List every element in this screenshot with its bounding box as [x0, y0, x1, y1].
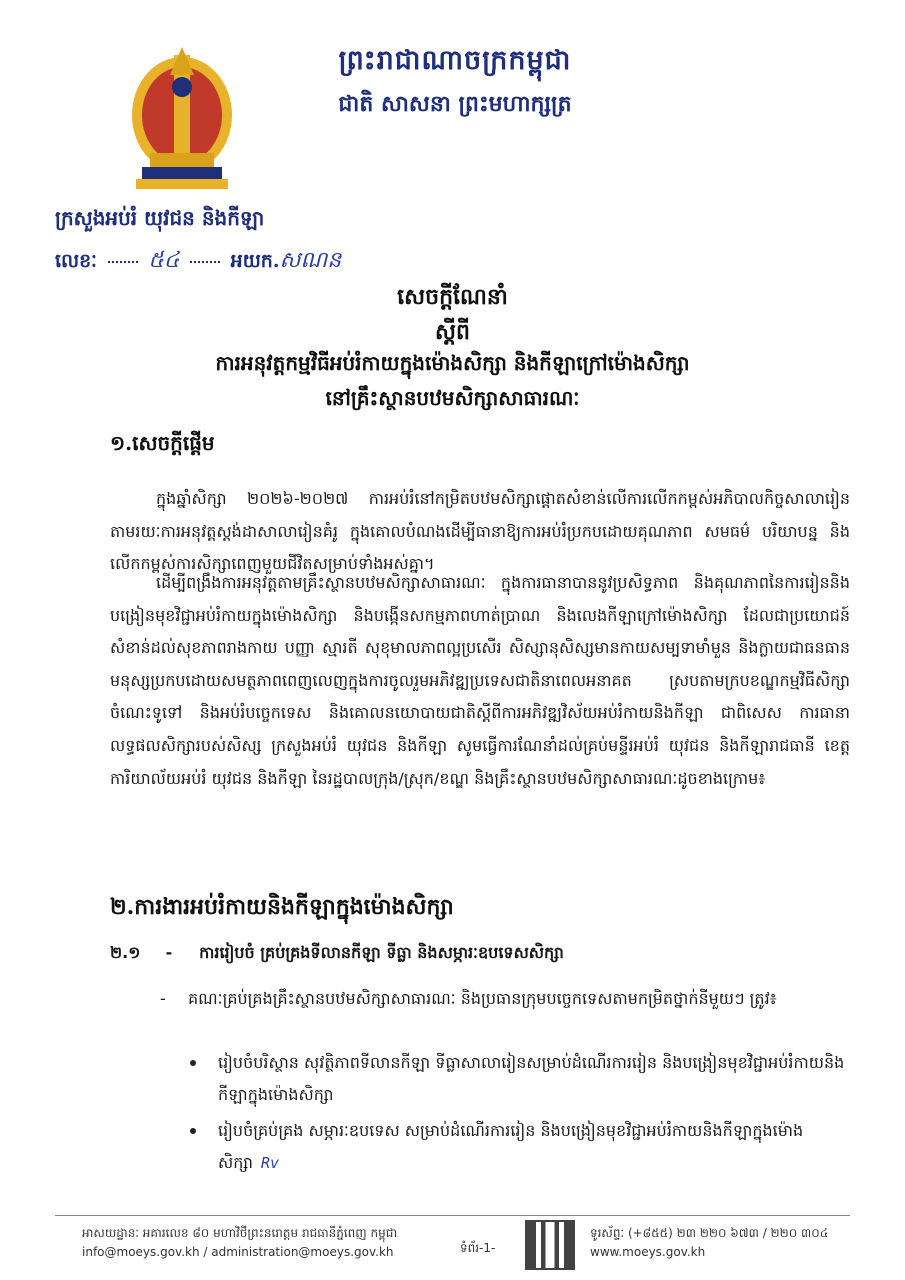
handwritten-initial: Rv: [261, 1154, 280, 1172]
reference-line: [55, 246, 341, 278]
ministry-name: ក្រសួងអប់រំ យុវជន និងកីឡា: [55, 206, 265, 230]
footer-email: info@moeys.gov.kh / administration@moeys.gov.kh: [82, 1245, 394, 1259]
document-title: សេចក្តីណែនាំ: [397, 284, 508, 310]
ref-number: ៥៤: [148, 248, 180, 273]
qr-code-icon: [525, 1220, 575, 1270]
bullet-dot-icon: [190, 1060, 196, 1066]
ref-label: លេខៈ: [55, 250, 97, 272]
dotted-leader: [108, 261, 138, 263]
ref-code: សណន: [279, 248, 342, 273]
footer-phone: ទូរស័ព្ទៈ (+៨៥៥) ២៣ ២២០ ៦៧៣ / ២២០ ៣០៤: [590, 1226, 829, 1240]
footer-website: www.moeys.gov.kh: [590, 1245, 706, 1259]
ministry-emblem: [128, 45, 236, 195]
subsection-title: ការរៀបចំ គ្រប់គ្រងទីលានកីឡា ទីធ្លា និងសម្ភារៈឧបទេសសិក្សា: [199, 943, 564, 962]
national-motto: ជាតិ សាសនា ព្រះមហាក្សត្រ: [338, 91, 572, 117]
subsection-2-1: [110, 942, 564, 966]
dotted-leader: [190, 261, 220, 263]
subsection-number: ២.១: [110, 943, 141, 962]
dash-item-text: គណៈគ្រប់គ្រងគ្រឹះស្ថានបឋមសិក្សាសាធារណៈ និងប្រធានក្រុមបច្ចេកទេសតាមកម្រិតថ្នាក់នីមួយៗ ត្រូវ៖: [188, 989, 777, 1008]
paragraph-2: ដើម្បីពង្រឹងការអនុវត្តតាមគ្រឹះស្ថានបឋមសិក្សាសាធារណៈ ក្នុងការធានាបាននូវប្រសិទ្ធភាព និងគុណភាពនៃការរៀននិងបង្រៀនមុខវិជ្ជាអប់រំកាយក្នុងម៉ោងសិក្សា និងបង្កើនសកម្មភាពហាត់ប្រាណ និងលេងកីឡាក្រៅម៉ោងសិក្សា ដែលជាប្រយោជន៍សំខាន់ដល់សុខភាពរាងកាយ បញ្ញា ស្មារតី សុខុមាលភាពល្អប្រសើរ សិស្សានុសិស្សមានកាយសម្បទាមាំមួន និងក្លាយជាធនធានមនុស្សប្រកបដោយសមត្ថភាពពេញលេញក្នុងការចូលរួមអភិវឌ្ឍប្រទេសជាតិនាពេលអនាគត ស្របតាមក្របខណ្ឌកម្មវិធីសិក្សាចំណេះទូទៅ និងអប់រំបច្ចេកទេស និងគោលនយោបាយជាតិស្តីពីការអភិវឌ្ឍវិស័យអប់រំកាយនិងកីឡា ជាពិសេស ការធានាលទ្ធផលសិក្សារបស់សិស្ស ក្រសួងអប់រំ យុវជន និងកីឡា សូមធ្វើការណែនាំដល់គ្រប់មន្ទីរអប់រំ យុវជន និងកីឡារាជធានី ខេត្ត ការិយាល័យអប់រំ យុវជន និងកីឡា នៃរដ្ឋបាលក្រុង/ស្រុក/ខណ្ឌ និងគ្រឹះស្ថានបឋមសិក្សាសាធារណៈដូចខាងក្រោម៖: [110, 573, 850, 788]
dash-marker: -: [160, 989, 166, 1008]
title-about: ស្តីពី: [435, 319, 470, 345]
kingdom-title: ព្រះរាជាណាចក្រកម្ពុជា: [338, 45, 572, 76]
section-2-heading: ២.ការងារអប់រំកាយនិងកីឡាក្នុងម៉ោងសិក្សា: [110, 894, 454, 920]
bullet-text: រៀបចំបរិស្ថាន សុវត្ថិភាពទីលានកីឡា ទីធ្លាសាលារៀនសម្រាប់ដំណើរការរៀន និងបង្រៀនមុខវិជ្ជាអប់រំកាយនិងកីឡាក្នុងម៉ោងសិក្សា: [218, 1053, 845, 1104]
bullet-text-content: រៀបចំគ្រប់គ្រង សម្ភារៈឧបទេស សម្រាប់ដំណើរការរៀន និងបង្រៀនមុខវិជ្ជាអប់រំកាយនិងកីឡាក្នុងម៉ោងសិក្សា: [218, 1121, 804, 1172]
bullet-item: [190, 1047, 850, 1111]
title-subject: ការអនុវត្តកម្មវិធីអប់រំកាយក្នុងម៉ោងសិក្សា និងកីឡាក្រៅម៉ោងសិក្សា: [215, 351, 690, 375]
dash-item: [160, 983, 850, 1015]
ref-suffix: អយក.: [230, 250, 280, 272]
bullet-text: [218, 1115, 850, 1179]
section-1-heading: ១.សេចក្តីផ្តើម: [110, 431, 215, 455]
bullet-item: [190, 1115, 850, 1179]
bullet-dot-icon: [190, 1128, 196, 1134]
footer-divider: [55, 1215, 850, 1216]
paragraph-1: ក្នុងឆ្នាំសិក្សា ២០២៦-២០២៧ ការអប់រំនៅកម្រិតបឋមសិក្សាផ្តោតសំខាន់លើការលើកកម្ពស់អភិបាលកិច្ចសាលារៀន តាមរយៈការអនុវត្តស្តង់ដាសាលារៀនគំរូ ក្នុងគោលបំណងដើម្បីធានាឱ្យការអប់រំប្រកបដោយគុណភាព សមធម៌ បរិយាបន្ន និងលើកកម្ពស់ការសិក្សាពេញមួយជីវិតសម្រាប់ទាំងអស់គ្នា។: [110, 489, 850, 574]
title-subject-2: នៅគ្រឹះស្ថានបឋមសិក្សាសាធារណៈ: [325, 386, 580, 410]
dash-marker: -: [165, 943, 173, 962]
footer-address: អាសយដ្ឋានៈ អគារលេខ ៨០ មហាវិថីព្រះនរោត្តម រាជធានីភ្នំពេញ កម្ពុជា: [82, 1226, 398, 1240]
page-number: ទំព័រ-1-: [460, 1241, 496, 1255]
